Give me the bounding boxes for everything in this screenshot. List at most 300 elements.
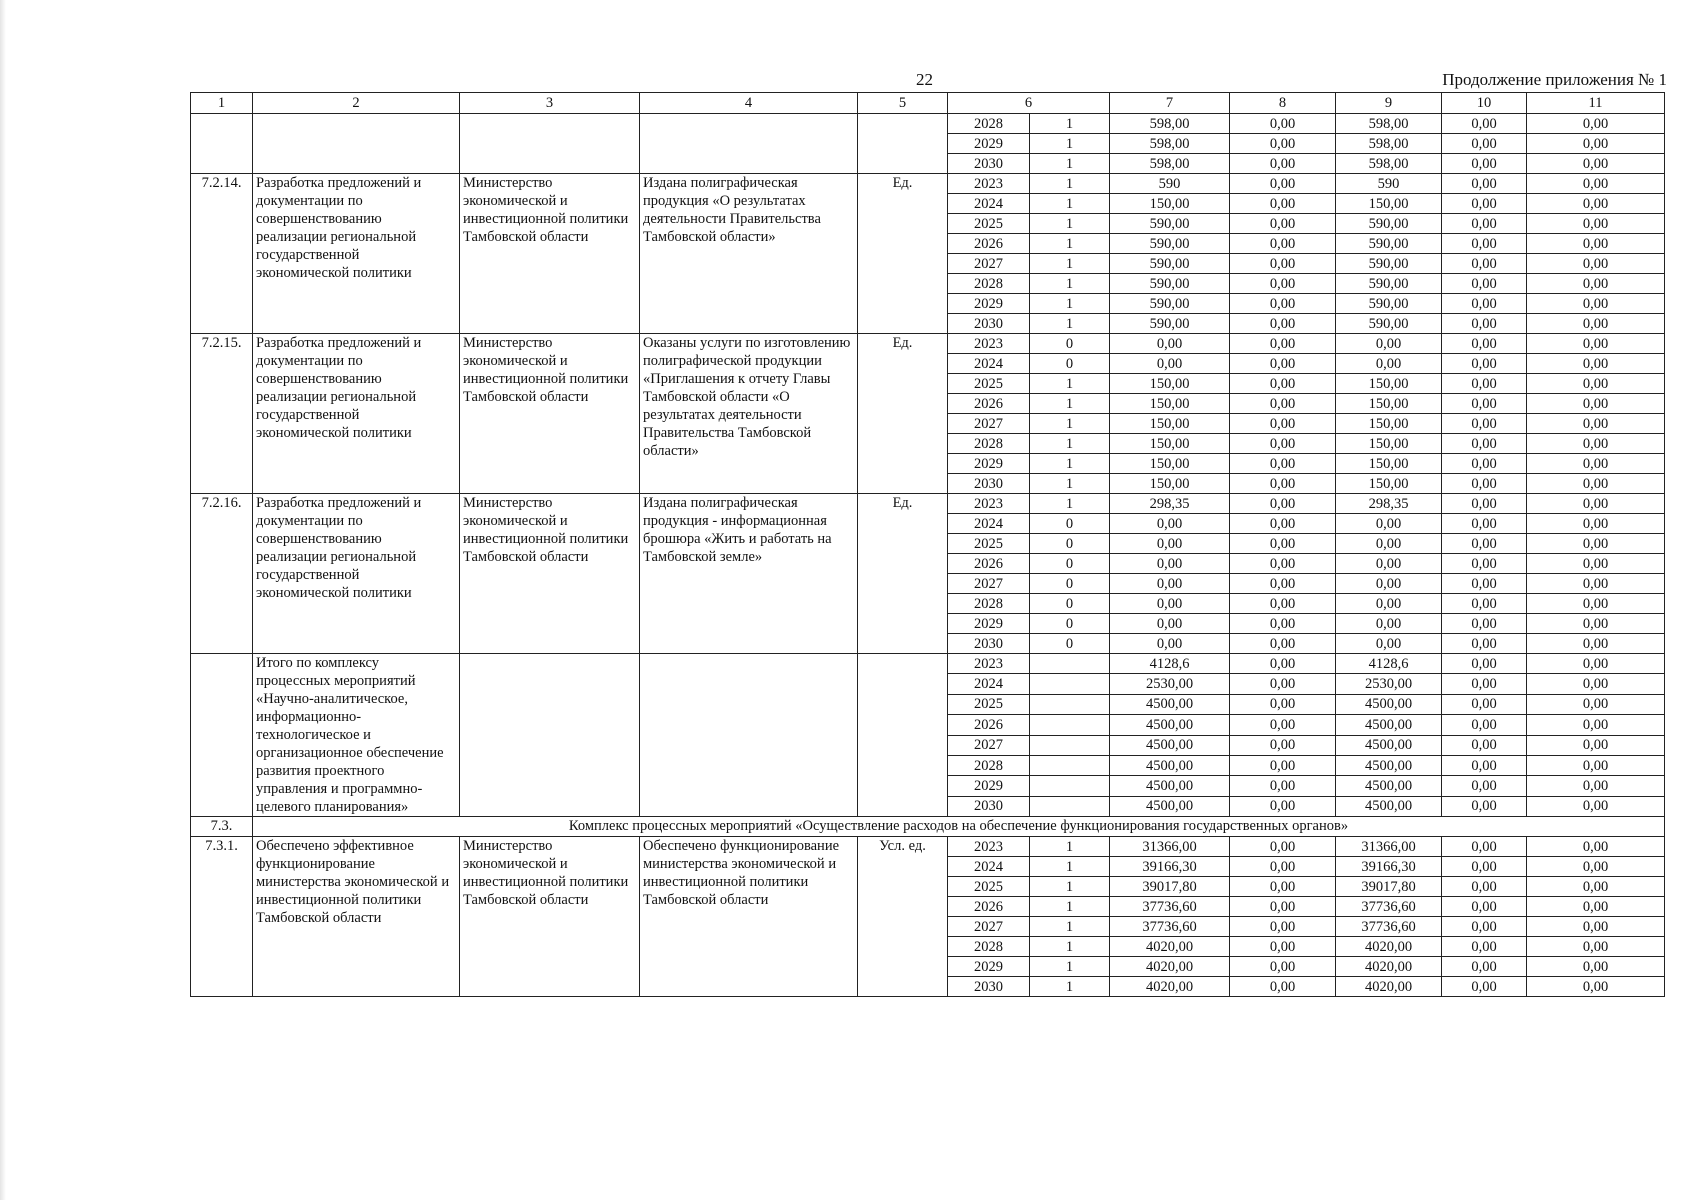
total-amount-cell: 150,00: [1110, 434, 1230, 454]
local-budget-cell: 0,00: [1442, 234, 1527, 254]
regional-budget-cell: 4500,00: [1336, 796, 1442, 816]
local-budget-cell: 0,00: [1442, 194, 1527, 214]
other-sources-cell: 0,00: [1527, 534, 1665, 554]
regional-budget-cell: 150,00: [1336, 194, 1442, 214]
year-cell: 2027: [948, 254, 1030, 274]
indicator-value-cell: 1: [1030, 877, 1110, 897]
item-result: [640, 114, 858, 174]
regional-budget-cell: 0,00: [1336, 334, 1442, 354]
year-cell: 2029: [948, 776, 1030, 796]
other-sources-cell: 0,00: [1527, 114, 1665, 134]
year-cell: 2024: [948, 514, 1030, 534]
column-header: 3: [460, 93, 640, 114]
other-sources-cell: 0,00: [1527, 937, 1665, 957]
total-amount-cell: 0,00: [1110, 334, 1230, 354]
total-amount-cell: 39166,30: [1110, 857, 1230, 877]
item-code: 7.3.1.: [191, 837, 253, 997]
total-amount-cell: 150,00: [1110, 374, 1230, 394]
column-header: 10: [1442, 93, 1527, 114]
other-sources-cell: 0,00: [1527, 334, 1665, 354]
year-cell: 2030: [948, 154, 1030, 174]
local-budget-cell: 0,00: [1442, 114, 1527, 134]
local-budget-cell: 0,00: [1442, 494, 1527, 514]
indicator-value-cell: 1: [1030, 294, 1110, 314]
item-unit: Ед.: [858, 334, 948, 494]
total-amount-cell: 598,00: [1110, 134, 1230, 154]
indicator-value-cell: 1: [1030, 494, 1110, 514]
item-result: [640, 654, 858, 817]
budget-table: [190, 92, 1665, 997]
indicator-value-cell: 1: [1030, 154, 1110, 174]
total-amount-cell: 590,00: [1110, 294, 1230, 314]
regional-budget-cell: 0,00: [1336, 594, 1442, 614]
federal-budget-cell: 0,00: [1230, 654, 1336, 674]
other-sources-cell: 0,00: [1527, 917, 1665, 937]
year-cell: 2029: [948, 454, 1030, 474]
federal-budget-cell: 0,00: [1230, 354, 1336, 374]
other-sources-cell: 0,00: [1527, 977, 1665, 997]
regional-budget-cell: 37736,60: [1336, 897, 1442, 917]
total-amount-cell: 0,00: [1110, 614, 1230, 634]
indicator-value-cell: 1: [1030, 937, 1110, 957]
other-sources-cell: 0,00: [1527, 274, 1665, 294]
table-row: [191, 654, 1665, 674]
other-sources-cell: 0,00: [1527, 897, 1665, 917]
other-sources-cell: 0,00: [1527, 394, 1665, 414]
federal-budget-cell: 0,00: [1230, 114, 1336, 134]
column-header: 6: [948, 93, 1110, 114]
federal-budget-cell: 0,00: [1230, 254, 1336, 274]
total-amount-cell: 4020,00: [1110, 937, 1230, 957]
federal-budget-cell: 0,00: [1230, 897, 1336, 917]
item-name: [253, 114, 460, 174]
indicator-value-cell: [1030, 694, 1110, 714]
other-sources-cell: 0,00: [1527, 434, 1665, 454]
total-amount-cell: 0,00: [1110, 514, 1230, 534]
item-code: [191, 114, 253, 174]
item-unit: Ед.: [858, 494, 948, 654]
regional-budget-cell: 590,00: [1336, 314, 1442, 334]
local-budget-cell: 0,00: [1442, 755, 1527, 775]
federal-budget-cell: 0,00: [1230, 735, 1336, 755]
column-header: 4: [640, 93, 858, 114]
total-amount-cell: 0,00: [1110, 634, 1230, 654]
regional-budget-cell: 150,00: [1336, 414, 1442, 434]
indicator-value-cell: [1030, 654, 1110, 674]
federal-budget-cell: 0,00: [1230, 917, 1336, 937]
federal-budget-cell: 0,00: [1230, 294, 1336, 314]
local-budget-cell: 0,00: [1442, 897, 1527, 917]
column-header: 2: [253, 93, 460, 114]
federal-budget-cell: 0,00: [1230, 674, 1336, 694]
item-name: Обеспечено эффективное функционирование министерства экономической и инвестиционной политики Тамбовской области: [253, 837, 460, 997]
local-budget-cell: 0,00: [1442, 796, 1527, 816]
other-sources-cell: 0,00: [1527, 574, 1665, 594]
indicator-value-cell: 1: [1030, 274, 1110, 294]
indicator-value-cell: [1030, 715, 1110, 735]
federal-budget-cell: 0,00: [1230, 474, 1336, 494]
year-cell: 2024: [948, 354, 1030, 374]
federal-budget-cell: 0,00: [1230, 174, 1336, 194]
item-ministry: Министерство экономической и инвестиционной политики Тамбовской области: [460, 837, 640, 997]
local-budget-cell: 0,00: [1442, 314, 1527, 334]
local-budget-cell: 0,00: [1442, 514, 1527, 534]
regional-budget-cell: 0,00: [1336, 574, 1442, 594]
regional-budget-cell: 0,00: [1336, 554, 1442, 574]
total-amount-cell: 0,00: [1110, 534, 1230, 554]
regional-budget-cell: 39166,30: [1336, 857, 1442, 877]
year-cell: 2028: [948, 434, 1030, 454]
total-amount-cell: 150,00: [1110, 394, 1230, 414]
regional-budget-cell: 590,00: [1336, 234, 1442, 254]
other-sources-cell: 0,00: [1527, 594, 1665, 614]
total-amount-cell: 37736,60: [1110, 897, 1230, 917]
federal-budget-cell: 0,00: [1230, 715, 1336, 735]
total-amount-cell: 39017,80: [1110, 877, 1230, 897]
indicator-value-cell: 1: [1030, 234, 1110, 254]
year-cell: 2026: [948, 394, 1030, 414]
regional-budget-cell: 0,00: [1336, 514, 1442, 534]
local-budget-cell: 0,00: [1442, 776, 1527, 796]
federal-budget-cell: 0,00: [1230, 234, 1336, 254]
other-sources-cell: 0,00: [1527, 374, 1665, 394]
other-sources-cell: 0,00: [1527, 755, 1665, 775]
regional-budget-cell: 150,00: [1336, 474, 1442, 494]
local-budget-cell: 0,00: [1442, 134, 1527, 154]
local-budget-cell: 0,00: [1442, 394, 1527, 414]
regional-budget-cell: 590,00: [1336, 254, 1442, 274]
indicator-value-cell: 1: [1030, 897, 1110, 917]
table-row: [191, 334, 1665, 354]
local-budget-cell: 0,00: [1442, 917, 1527, 937]
local-budget-cell: 0,00: [1442, 735, 1527, 755]
year-cell: 2029: [948, 134, 1030, 154]
year-cell: 2029: [948, 957, 1030, 977]
regional-budget-cell: 4500,00: [1336, 735, 1442, 755]
year-cell: 2025: [948, 694, 1030, 714]
local-budget-cell: 0,00: [1442, 434, 1527, 454]
total-amount-cell: 4500,00: [1110, 796, 1230, 816]
indicator-value-cell: [1030, 674, 1110, 694]
indicator-value-cell: [1030, 735, 1110, 755]
local-budget-cell: 0,00: [1442, 254, 1527, 274]
indicator-value-cell: 1: [1030, 454, 1110, 474]
regional-budget-cell: 0,00: [1336, 614, 1442, 634]
year-cell: 2024: [948, 857, 1030, 877]
item-result: Обеспечено функционирование министерства экономической и инвестиционной политики Тамбовской области: [640, 837, 858, 997]
other-sources-cell: 0,00: [1527, 654, 1665, 674]
regional-budget-cell: 0,00: [1336, 534, 1442, 554]
indicator-value-cell: [1030, 796, 1110, 816]
other-sources-cell: 0,00: [1527, 234, 1665, 254]
indicator-value-cell: 1: [1030, 917, 1110, 937]
federal-budget-cell: 0,00: [1230, 877, 1336, 897]
federal-budget-cell: 0,00: [1230, 594, 1336, 614]
regional-budget-cell: 150,00: [1336, 374, 1442, 394]
year-cell: 2023: [948, 334, 1030, 354]
section-title: Комплекс процессных мероприятий «Осуществление расходов на обеспечение функционирования государственных органов»: [253, 817, 1665, 837]
federal-budget-cell: 0,00: [1230, 514, 1336, 534]
local-budget-cell: 0,00: [1442, 274, 1527, 294]
item-name: Разработка предложений и документации по совершенствованию реализации региональной государственной экономической политики: [253, 494, 460, 654]
local-budget-cell: 0,00: [1442, 715, 1527, 735]
total-amount-cell: 31366,00: [1110, 837, 1230, 857]
total-amount-cell: 4500,00: [1110, 776, 1230, 796]
federal-budget-cell: 0,00: [1230, 694, 1336, 714]
local-budget-cell: 0,00: [1442, 454, 1527, 474]
indicator-value-cell: 1: [1030, 214, 1110, 234]
year-cell: 2029: [948, 614, 1030, 634]
indicator-value-cell: 1: [1030, 314, 1110, 334]
year-cell: 2025: [948, 214, 1030, 234]
indicator-value-cell: 1: [1030, 374, 1110, 394]
year-cell: 2027: [948, 917, 1030, 937]
total-amount-cell: 0,00: [1110, 574, 1230, 594]
regional-budget-cell: 590,00: [1336, 214, 1442, 234]
item-unit: [858, 654, 948, 817]
regional-budget-cell: 150,00: [1336, 454, 1442, 474]
other-sources-cell: 0,00: [1527, 314, 1665, 334]
other-sources-cell: 0,00: [1527, 194, 1665, 214]
indicator-value-cell: 1: [1030, 174, 1110, 194]
total-amount-cell: 4020,00: [1110, 977, 1230, 997]
total-amount-cell: 0,00: [1110, 594, 1230, 614]
other-sources-cell: 0,00: [1527, 254, 1665, 274]
local-budget-cell: 0,00: [1442, 937, 1527, 957]
regional-budget-cell: 590: [1336, 174, 1442, 194]
table-row: [191, 494, 1665, 514]
year-cell: 2024: [948, 194, 1030, 214]
federal-budget-cell: 0,00: [1230, 776, 1336, 796]
federal-budget-cell: 0,00: [1230, 394, 1336, 414]
regional-budget-cell: 590,00: [1336, 274, 1442, 294]
total-amount-cell: 598,00: [1110, 114, 1230, 134]
year-cell: 2030: [948, 474, 1030, 494]
federal-budget-cell: 0,00: [1230, 154, 1336, 174]
other-sources-cell: 0,00: [1527, 715, 1665, 735]
other-sources-cell: 0,00: [1527, 776, 1665, 796]
year-cell: 2026: [948, 554, 1030, 574]
federal-budget-cell: 0,00: [1230, 274, 1336, 294]
year-cell: 2030: [948, 977, 1030, 997]
other-sources-cell: 0,00: [1527, 494, 1665, 514]
other-sources-cell: 0,00: [1527, 174, 1665, 194]
regional-budget-cell: 0,00: [1336, 634, 1442, 654]
federal-budget-cell: 0,00: [1230, 796, 1336, 816]
federal-budget-cell: 0,00: [1230, 534, 1336, 554]
other-sources-cell: 0,00: [1527, 857, 1665, 877]
regional-budget-cell: 4020,00: [1336, 937, 1442, 957]
total-amount-cell: 2530,00: [1110, 674, 1230, 694]
local-budget-cell: 0,00: [1442, 294, 1527, 314]
year-cell: 2025: [948, 877, 1030, 897]
year-cell: 2029: [948, 294, 1030, 314]
other-sources-cell: 0,00: [1527, 134, 1665, 154]
federal-budget-cell: 0,00: [1230, 574, 1336, 594]
item-unit: [858, 114, 948, 174]
table-body: [191, 93, 1665, 997]
regional-budget-cell: 37736,60: [1336, 917, 1442, 937]
indicator-value-cell: 1: [1030, 474, 1110, 494]
regional-budget-cell: 150,00: [1336, 394, 1442, 414]
federal-budget-cell: 0,00: [1230, 614, 1336, 634]
column-header: 9: [1336, 93, 1442, 114]
column-header: 11: [1527, 93, 1665, 114]
federal-budget-cell: 0,00: [1230, 374, 1336, 394]
other-sources-cell: 0,00: [1527, 454, 1665, 474]
total-amount-cell: 4500,00: [1110, 755, 1230, 775]
other-sources-cell: 0,00: [1527, 154, 1665, 174]
total-amount-cell: 150,00: [1110, 474, 1230, 494]
indicator-value-cell: 1: [1030, 134, 1110, 154]
regional-budget-cell: 4500,00: [1336, 715, 1442, 735]
indicator-value-cell: 1: [1030, 977, 1110, 997]
total-amount-cell: 590,00: [1110, 214, 1230, 234]
regional-budget-cell: 31366,00: [1336, 837, 1442, 857]
total-amount-cell: 0,00: [1110, 354, 1230, 374]
regional-budget-cell: 4020,00: [1336, 977, 1442, 997]
year-cell: 2026: [948, 897, 1030, 917]
regional-budget-cell: 598,00: [1336, 114, 1442, 134]
item-ministry: Министерство экономической и инвестиционной политики Тамбовской области: [460, 174, 640, 334]
indicator-value-cell: 1: [1030, 394, 1110, 414]
other-sources-cell: 0,00: [1527, 414, 1665, 434]
year-cell: 2023: [948, 654, 1030, 674]
indicator-value-cell: 0: [1030, 534, 1110, 554]
local-budget-cell: 0,00: [1442, 414, 1527, 434]
indicator-value-cell: 1: [1030, 254, 1110, 274]
year-cell: 2025: [948, 534, 1030, 554]
year-cell: 2024: [948, 674, 1030, 694]
federal-budget-cell: 0,00: [1230, 454, 1336, 474]
local-budget-cell: 0,00: [1442, 594, 1527, 614]
regional-budget-cell: 598,00: [1336, 134, 1442, 154]
local-budget-cell: 0,00: [1442, 614, 1527, 634]
indicator-value-cell: 1: [1030, 434, 1110, 454]
other-sources-cell: 0,00: [1527, 214, 1665, 234]
other-sources-cell: 0,00: [1527, 957, 1665, 977]
federal-budget-cell: 0,00: [1230, 194, 1336, 214]
table-row: [191, 114, 1665, 134]
indicator-value-cell: 1: [1030, 114, 1110, 134]
regional-budget-cell: 2530,00: [1336, 674, 1442, 694]
other-sources-cell: 0,00: [1527, 554, 1665, 574]
indicator-value-cell: 0: [1030, 514, 1110, 534]
federal-budget-cell: 0,00: [1230, 634, 1336, 654]
annex-title: Продолжение приложения № 1: [1442, 70, 1667, 89]
regional-budget-cell: 4500,00: [1336, 755, 1442, 775]
table-row: [191, 174, 1665, 194]
total-amount-cell: 590,00: [1110, 274, 1230, 294]
total-amount-cell: 4500,00: [1110, 715, 1230, 735]
regional-budget-cell: 39017,80: [1336, 877, 1442, 897]
indicator-value-cell: 0: [1030, 554, 1110, 574]
regional-budget-cell: 4500,00: [1336, 694, 1442, 714]
total-amount-cell: 590,00: [1110, 254, 1230, 274]
indicator-value-cell: 1: [1030, 194, 1110, 214]
indicator-value-cell: [1030, 776, 1110, 796]
year-cell: 2026: [948, 234, 1030, 254]
item-ministry: [460, 114, 640, 174]
year-cell: 2030: [948, 314, 1030, 334]
regional-budget-cell: 150,00: [1336, 434, 1442, 454]
federal-budget-cell: 0,00: [1230, 334, 1336, 354]
federal-budget-cell: 0,00: [1230, 755, 1336, 775]
other-sources-cell: 0,00: [1527, 294, 1665, 314]
federal-budget-cell: 0,00: [1230, 977, 1336, 997]
federal-budget-cell: 0,00: [1230, 434, 1336, 454]
column-header: 1: [191, 93, 253, 114]
indicator-value-cell: 0: [1030, 634, 1110, 654]
regional-budget-cell: 298,35: [1336, 494, 1442, 514]
local-budget-cell: 0,00: [1442, 574, 1527, 594]
local-budget-cell: 0,00: [1442, 554, 1527, 574]
item-ministry: Министерство экономической и инвестиционной политики Тамбовской области: [460, 334, 640, 494]
year-cell: 2028: [948, 594, 1030, 614]
federal-budget-cell: 0,00: [1230, 134, 1336, 154]
local-budget-cell: 0,00: [1442, 957, 1527, 977]
total-amount-cell: 37736,60: [1110, 917, 1230, 937]
year-cell: 2028: [948, 114, 1030, 134]
indicator-value-cell: [1030, 755, 1110, 775]
local-budget-cell: 0,00: [1442, 674, 1527, 694]
total-amount-cell: 4128,6: [1110, 654, 1230, 674]
year-cell: 2027: [948, 574, 1030, 594]
scan-edge: [0, 0, 6, 1200]
page-number: 22: [916, 70, 933, 89]
local-budget-cell: 0,00: [1442, 474, 1527, 494]
local-budget-cell: 0,00: [1442, 977, 1527, 997]
other-sources-cell: 0,00: [1527, 877, 1665, 897]
total-amount-cell: 4020,00: [1110, 957, 1230, 977]
item-code: [191, 654, 253, 817]
regional-budget-cell: 4500,00: [1336, 776, 1442, 796]
year-cell: 2025: [948, 374, 1030, 394]
header-row: [191, 93, 1665, 114]
other-sources-cell: 0,00: [1527, 735, 1665, 755]
year-cell: 2023: [948, 174, 1030, 194]
item-name: Итого по комплексу процессных мероприятий «Научно-аналитическое, информационно-технологическое и организационное обеспечение развития проектного управления и программно-целевого планирования»: [253, 654, 460, 817]
total-amount-cell: 598,00: [1110, 154, 1230, 174]
column-header: 8: [1230, 93, 1336, 114]
item-code: 7.2.16.: [191, 494, 253, 654]
regional-budget-cell: 590,00: [1336, 294, 1442, 314]
federal-budget-cell: 0,00: [1230, 957, 1336, 977]
indicator-value-cell: 1: [1030, 857, 1110, 877]
local-budget-cell: 0,00: [1442, 354, 1527, 374]
item-name: Разработка предложений и документации по совершенствованию реализации региональной государственной экономической политики: [253, 334, 460, 494]
item-ministry: Министерство экономической и инвестиционной политики Тамбовской области: [460, 494, 640, 654]
regional-budget-cell: 4020,00: [1336, 957, 1442, 977]
indicator-value-cell: 0: [1030, 574, 1110, 594]
local-budget-cell: 0,00: [1442, 154, 1527, 174]
other-sources-cell: 0,00: [1527, 614, 1665, 634]
regional-budget-cell: 0,00: [1336, 354, 1442, 374]
item-code: 7.2.14.: [191, 174, 253, 334]
year-cell: 2023: [948, 494, 1030, 514]
column-header: 5: [858, 93, 948, 114]
federal-budget-cell: 0,00: [1230, 857, 1336, 877]
year-cell: 2026: [948, 715, 1030, 735]
section-code: 7.3.: [191, 817, 253, 837]
local-budget-cell: 0,00: [1442, 374, 1527, 394]
section-row: [191, 817, 1665, 837]
regional-budget-cell: 598,00: [1336, 154, 1442, 174]
local-budget-cell: 0,00: [1442, 654, 1527, 674]
item-result: Издана полиграфическая продукция «О результатах деятельности Правительства Тамбовской области»: [640, 174, 858, 334]
total-amount-cell: 590,00: [1110, 234, 1230, 254]
item-unit: Усл. ед.: [858, 837, 948, 997]
